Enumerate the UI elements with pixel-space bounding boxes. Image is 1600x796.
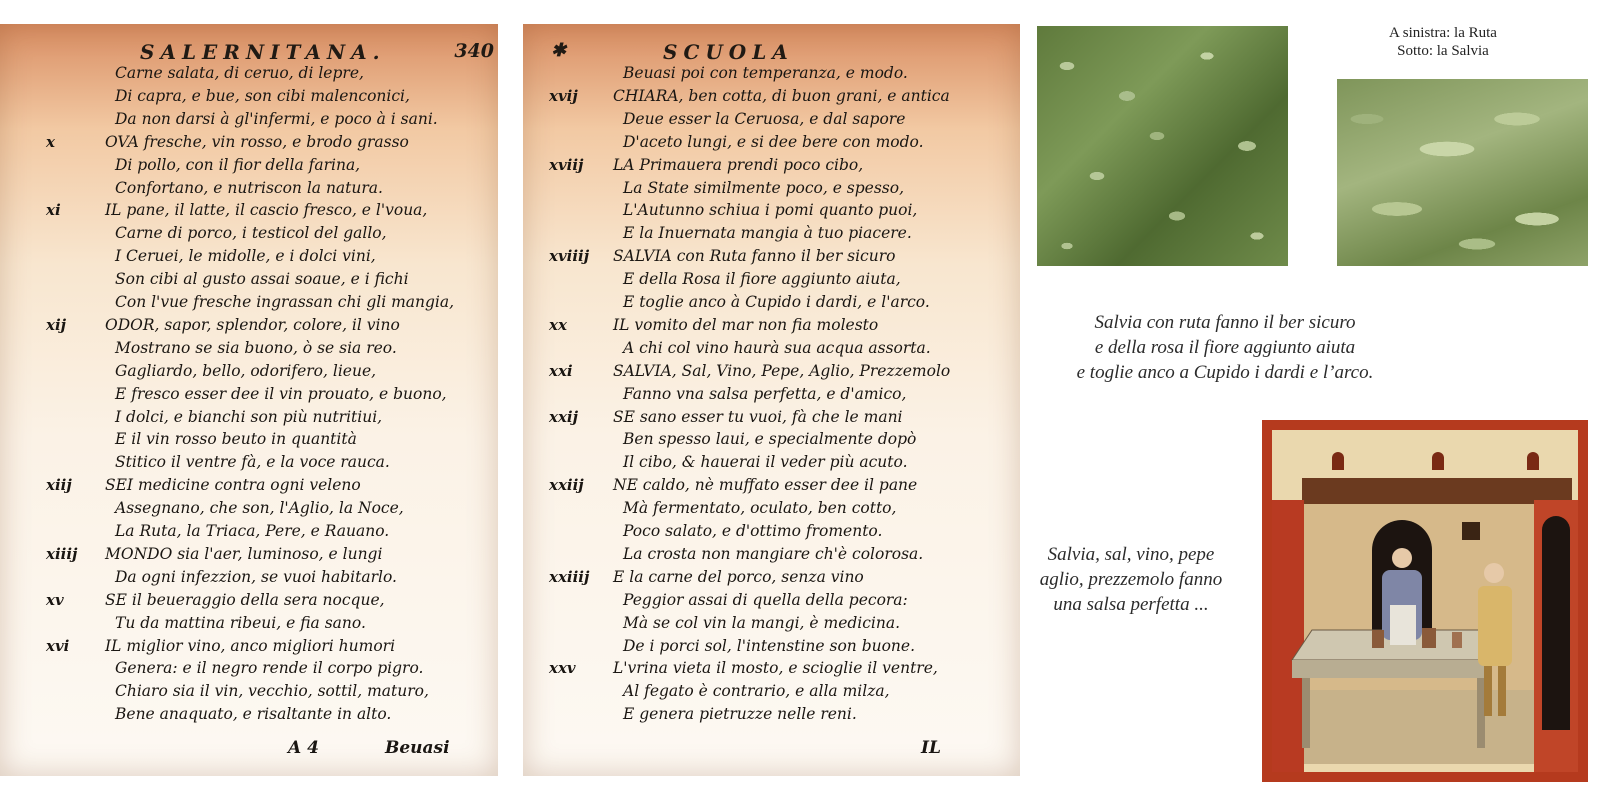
- book-page-right: [523, 24, 1020, 776]
- verse-text: Chiaro sia il vin, vecchio, sottil, maturo,: [115, 682, 429, 701]
- verse-text: MONDO sia l'aer, luminoso, e lungi: [105, 544, 383, 563]
- verse-line: [523, 612, 1020, 635]
- verse-text: Genera: e il negro rende il corpo pigro.: [115, 659, 424, 678]
- verse-line: [0, 543, 498, 566]
- verse-line: [0, 314, 498, 337]
- quote-line: aglio, prezzemolo fanno: [1039, 569, 1223, 590]
- verse-line: [523, 85, 1020, 108]
- verse-line: [0, 383, 498, 406]
- verse-line: [523, 406, 1020, 429]
- verse-text: Son cibi al gusto assai soaue, e i fichi: [115, 270, 409, 289]
- quote-salsa: [1018, 542, 1244, 617]
- verse-line: [0, 268, 498, 291]
- catchword: IL: [921, 738, 941, 758]
- verse-line: [0, 62, 498, 85]
- verse-text: IL vomito del mar non fia molesto: [613, 315, 879, 334]
- verse-line: [0, 245, 498, 268]
- page-number: 340: [454, 40, 494, 62]
- verse-text: IL miglior vino, anco migliori humori: [105, 636, 396, 655]
- page-footer: [523, 738, 1020, 764]
- verse-text: E della Rosa il fiore aggiunto aiuta,: [623, 270, 901, 289]
- verse-text: I Ceruei, le midolle, e i dolci vini,: [115, 247, 376, 266]
- verse-text: E la Inuernata mangia à tuo piacere.: [623, 224, 912, 243]
- verse-line: [523, 337, 1020, 360]
- verse-line: [0, 566, 498, 589]
- verse-number: xxiij: [549, 476, 584, 495]
- medieval-miniature: [1262, 420, 1588, 782]
- verse-number: xi: [46, 201, 61, 220]
- quote-line: una salsa perfetta ...: [1053, 594, 1209, 615]
- verse-text: E genera pietruzze nelle reni.: [623, 705, 857, 724]
- verse-line: [0, 360, 498, 383]
- verse-text: Bene anaquato, e risaltante in alto.: [115, 705, 392, 724]
- verse-line: [0, 520, 498, 543]
- ornament-mark: ✱: [551, 40, 567, 61]
- verse-line: [523, 291, 1020, 314]
- verse-text: Tu da mattina ribeui, e fia sano.: [115, 613, 366, 632]
- verse-number: xxiiij: [549, 567, 590, 586]
- verse-number: xv: [46, 590, 64, 609]
- verse-line: [0, 108, 498, 131]
- verse-line: [0, 154, 498, 177]
- caption-line-below: Sotto: la Salvia: [1397, 43, 1489, 59]
- verse-text: IL pane, il latte, il cascio fresco, e l'voua,: [105, 201, 428, 220]
- verse-text: Mostrano se sia buono, ò se sia reo.: [115, 338, 397, 357]
- verse-line: [0, 199, 498, 222]
- verse-line: [523, 543, 1020, 566]
- verse-text: OVA fresche, vin rosso, e brodo grasso: [105, 132, 409, 151]
- verse-text: Beuasi poi con temperanza, e modo.: [623, 64, 908, 82]
- verse-line: [0, 497, 498, 520]
- verse-number: xiij: [46, 476, 72, 495]
- catchword: Beuasi: [385, 738, 450, 758]
- verse-text: Gagliardo, bello, odorifero, lieue,: [115, 361, 377, 380]
- page-running-title: SCUOLA: [663, 40, 794, 64]
- verse-text: L'vrina vieta il mosto, e scioglie il ventre,: [613, 659, 938, 678]
- verse-number: xxij: [549, 407, 579, 426]
- verse-line: [523, 657, 1020, 680]
- verse-number: x: [46, 132, 55, 151]
- book-page-left: [0, 24, 498, 776]
- verse-line: [0, 703, 498, 726]
- salvia-plant-photo: [1337, 79, 1588, 266]
- verse-line: [0, 612, 498, 635]
- verse-text: E il vin rosso beuto in quantità: [115, 430, 357, 449]
- verse-line: [523, 703, 1020, 726]
- verse-text: Da ogni infezzion, se vuoi habitarlo.: [115, 567, 397, 586]
- quote-line: e della rosa il fiore aggiunto aiuta: [1094, 337, 1356, 358]
- verse-line: [0, 291, 498, 314]
- verse-line: [523, 428, 1020, 451]
- quote-line: Salvia, sal, vino, pepe: [1047, 544, 1215, 565]
- verse-line: [523, 360, 1020, 383]
- signature-mark: A 4: [288, 738, 319, 758]
- verse-line: [0, 451, 498, 474]
- caption-line-left: A sinistra: la Ruta: [1389, 25, 1497, 41]
- verse-line: [0, 85, 498, 108]
- verse-line: [0, 635, 498, 658]
- verse-number: xviiij: [549, 247, 590, 266]
- verse-text: Con l'vue fresche ingrassan chi gli mangia,: [115, 293, 455, 311]
- verse-text: L'Autunno schiua i pomi quanto puoi,: [623, 201, 918, 220]
- verse-text: Mà fermentato, oculato, ben cotto,: [623, 499, 897, 518]
- verse-text: ODOR, sapor, splendor, colore, il vino: [105, 315, 400, 334]
- verse-text: La Ruta, la Triaca, Pere, e Rauano.: [115, 522, 390, 540]
- verse-text: La crosta non mangiare ch'è colorosa.: [623, 544, 924, 563]
- verse-line: [0, 131, 498, 154]
- verse-line: [0, 657, 498, 680]
- verse-text: SEI medicine contra ogni veleno: [105, 476, 361, 495]
- verse-line: [0, 680, 498, 703]
- verse-text: Ben spesso laui, e specialmente dopò: [623, 430, 917, 449]
- verse-text: E la carne del porco, senza vino: [613, 567, 864, 586]
- verse-line: [523, 177, 1020, 200]
- quote-line: Salvia con ruta fanno il ber sicuro: [1094, 312, 1356, 333]
- verse-text: Di capra, e bue, son cibi malenconici,: [115, 86, 410, 105]
- verse-text: SALVIA con Ruta fanno il ber sicuro: [613, 247, 896, 266]
- verse-text: La State similmente poco, e spesso,: [623, 178, 905, 197]
- verse-text: Il cibo, & hauerai il veder più acuto.: [623, 453, 908, 472]
- verse-number: xx: [549, 315, 567, 334]
- verse-line: [523, 199, 1020, 222]
- quote-line: e toglie anco a Cupido i dardi e l’arco.: [1076, 362, 1374, 383]
- verse-text: Carne salata, di ceruo, di lepre,: [115, 64, 364, 82]
- verse-number: xviij: [549, 155, 584, 174]
- verse-line: [0, 474, 498, 497]
- verse-text: Fanno vna salsa perfetta, e d'amico,: [623, 384, 907, 403]
- photo-caption: [1348, 24, 1538, 60]
- verse-line: [0, 222, 498, 245]
- verse-line: [523, 383, 1020, 406]
- verse-number: xvi: [46, 636, 70, 655]
- verse-number: xij: [46, 315, 67, 334]
- verse-text: De i porci sol, l'intenstine son buone.: [623, 636, 916, 655]
- verse-line: [523, 131, 1020, 154]
- verse-line: [523, 520, 1020, 543]
- verse-line: [523, 566, 1020, 589]
- ruta-plant-photo: [1037, 26, 1288, 266]
- verse-number: xxi: [549, 361, 573, 380]
- verse-number: xxv: [549, 659, 576, 678]
- verse-text: NE caldo, nè muffato esser dee il pane: [613, 476, 918, 495]
- verse-text: SE il beueraggio della sera nocque,: [105, 590, 385, 609]
- verse-text: Deue esser la Ceruosa, e dal sapore: [623, 109, 906, 128]
- verse-text: Assegnano, che son, l'Aglio, la Noce,: [115, 499, 404, 518]
- verse-text: Stitico il ventre fà, e la voce rauca.: [115, 453, 390, 472]
- verse-text: SE sano esser tu vuoi, fà che le mani: [613, 407, 903, 426]
- verse-line: [523, 108, 1020, 131]
- verse-line: [0, 428, 498, 451]
- verse-line: [523, 474, 1020, 497]
- verse-text: Di pollo, con il fior della farina,: [115, 155, 361, 174]
- verse-text: Da non darsi à gl'infermi, e poco à i sani.: [115, 109, 438, 128]
- verse-line: [0, 406, 498, 429]
- verse-line: [523, 589, 1020, 612]
- verse-text: D'aceto lungi, e si dee bere con modo.: [623, 132, 924, 151]
- verse-line: [523, 245, 1020, 268]
- verse-line: [523, 154, 1020, 177]
- verse-text: LA Primauera prendi poco cibo,: [613, 155, 864, 174]
- verse-text: Al fegato è contrario, e alla milza,: [623, 682, 890, 701]
- verse-text: E toglie anco à Cupido i dardi, e l'arco.: [623, 293, 930, 311]
- verse-text: CHIARA, ben cotta, di buon grani, e antica: [613, 86, 950, 105]
- verse-line: [523, 62, 1020, 85]
- verse-line: [523, 680, 1020, 703]
- verse-number: xvij: [549, 86, 578, 105]
- verse-number: xiiij: [46, 544, 78, 563]
- verse-line: [0, 177, 498, 200]
- verse-line: [523, 451, 1020, 474]
- miniature-illustration: [1272, 430, 1578, 772]
- verse-line: [523, 268, 1020, 291]
- verse-line: [523, 497, 1020, 520]
- page-running-title: SALERNITANA.: [140, 40, 386, 64]
- verse-text: SALVIA, Sal, Vino, Pepe, Aglio, Prezzemolo: [613, 361, 951, 380]
- verse-text: A chi col vino haurà sua acqua assorta.: [623, 338, 931, 357]
- verse-line: [523, 314, 1020, 337]
- verse-line: [0, 337, 498, 360]
- verse-text: E fresco esser dee il vin prouato, e buono,: [115, 384, 447, 403]
- verse-text: I dolci, e bianchi son più nutritiui,: [115, 407, 383, 426]
- verse-text: Mà se col vin la mangi, è medicina.: [623, 613, 901, 632]
- verse-line: [523, 635, 1020, 658]
- verse-text: Peggior assai di quella della pecora:: [623, 590, 908, 609]
- page-footer: [0, 738, 498, 764]
- verse-text: Carne di porco, i testicol del gallo,: [115, 224, 387, 243]
- quote-sage-rue: [1030, 310, 1420, 385]
- verse-line: [0, 589, 498, 612]
- verse-text: Confortano, e nutriscon la natura.: [115, 178, 383, 197]
- verse-text: Poco salato, e d'ottimo fromento.: [623, 522, 883, 540]
- verse-line: [523, 222, 1020, 245]
- miniature-scene: [1272, 430, 1578, 772]
